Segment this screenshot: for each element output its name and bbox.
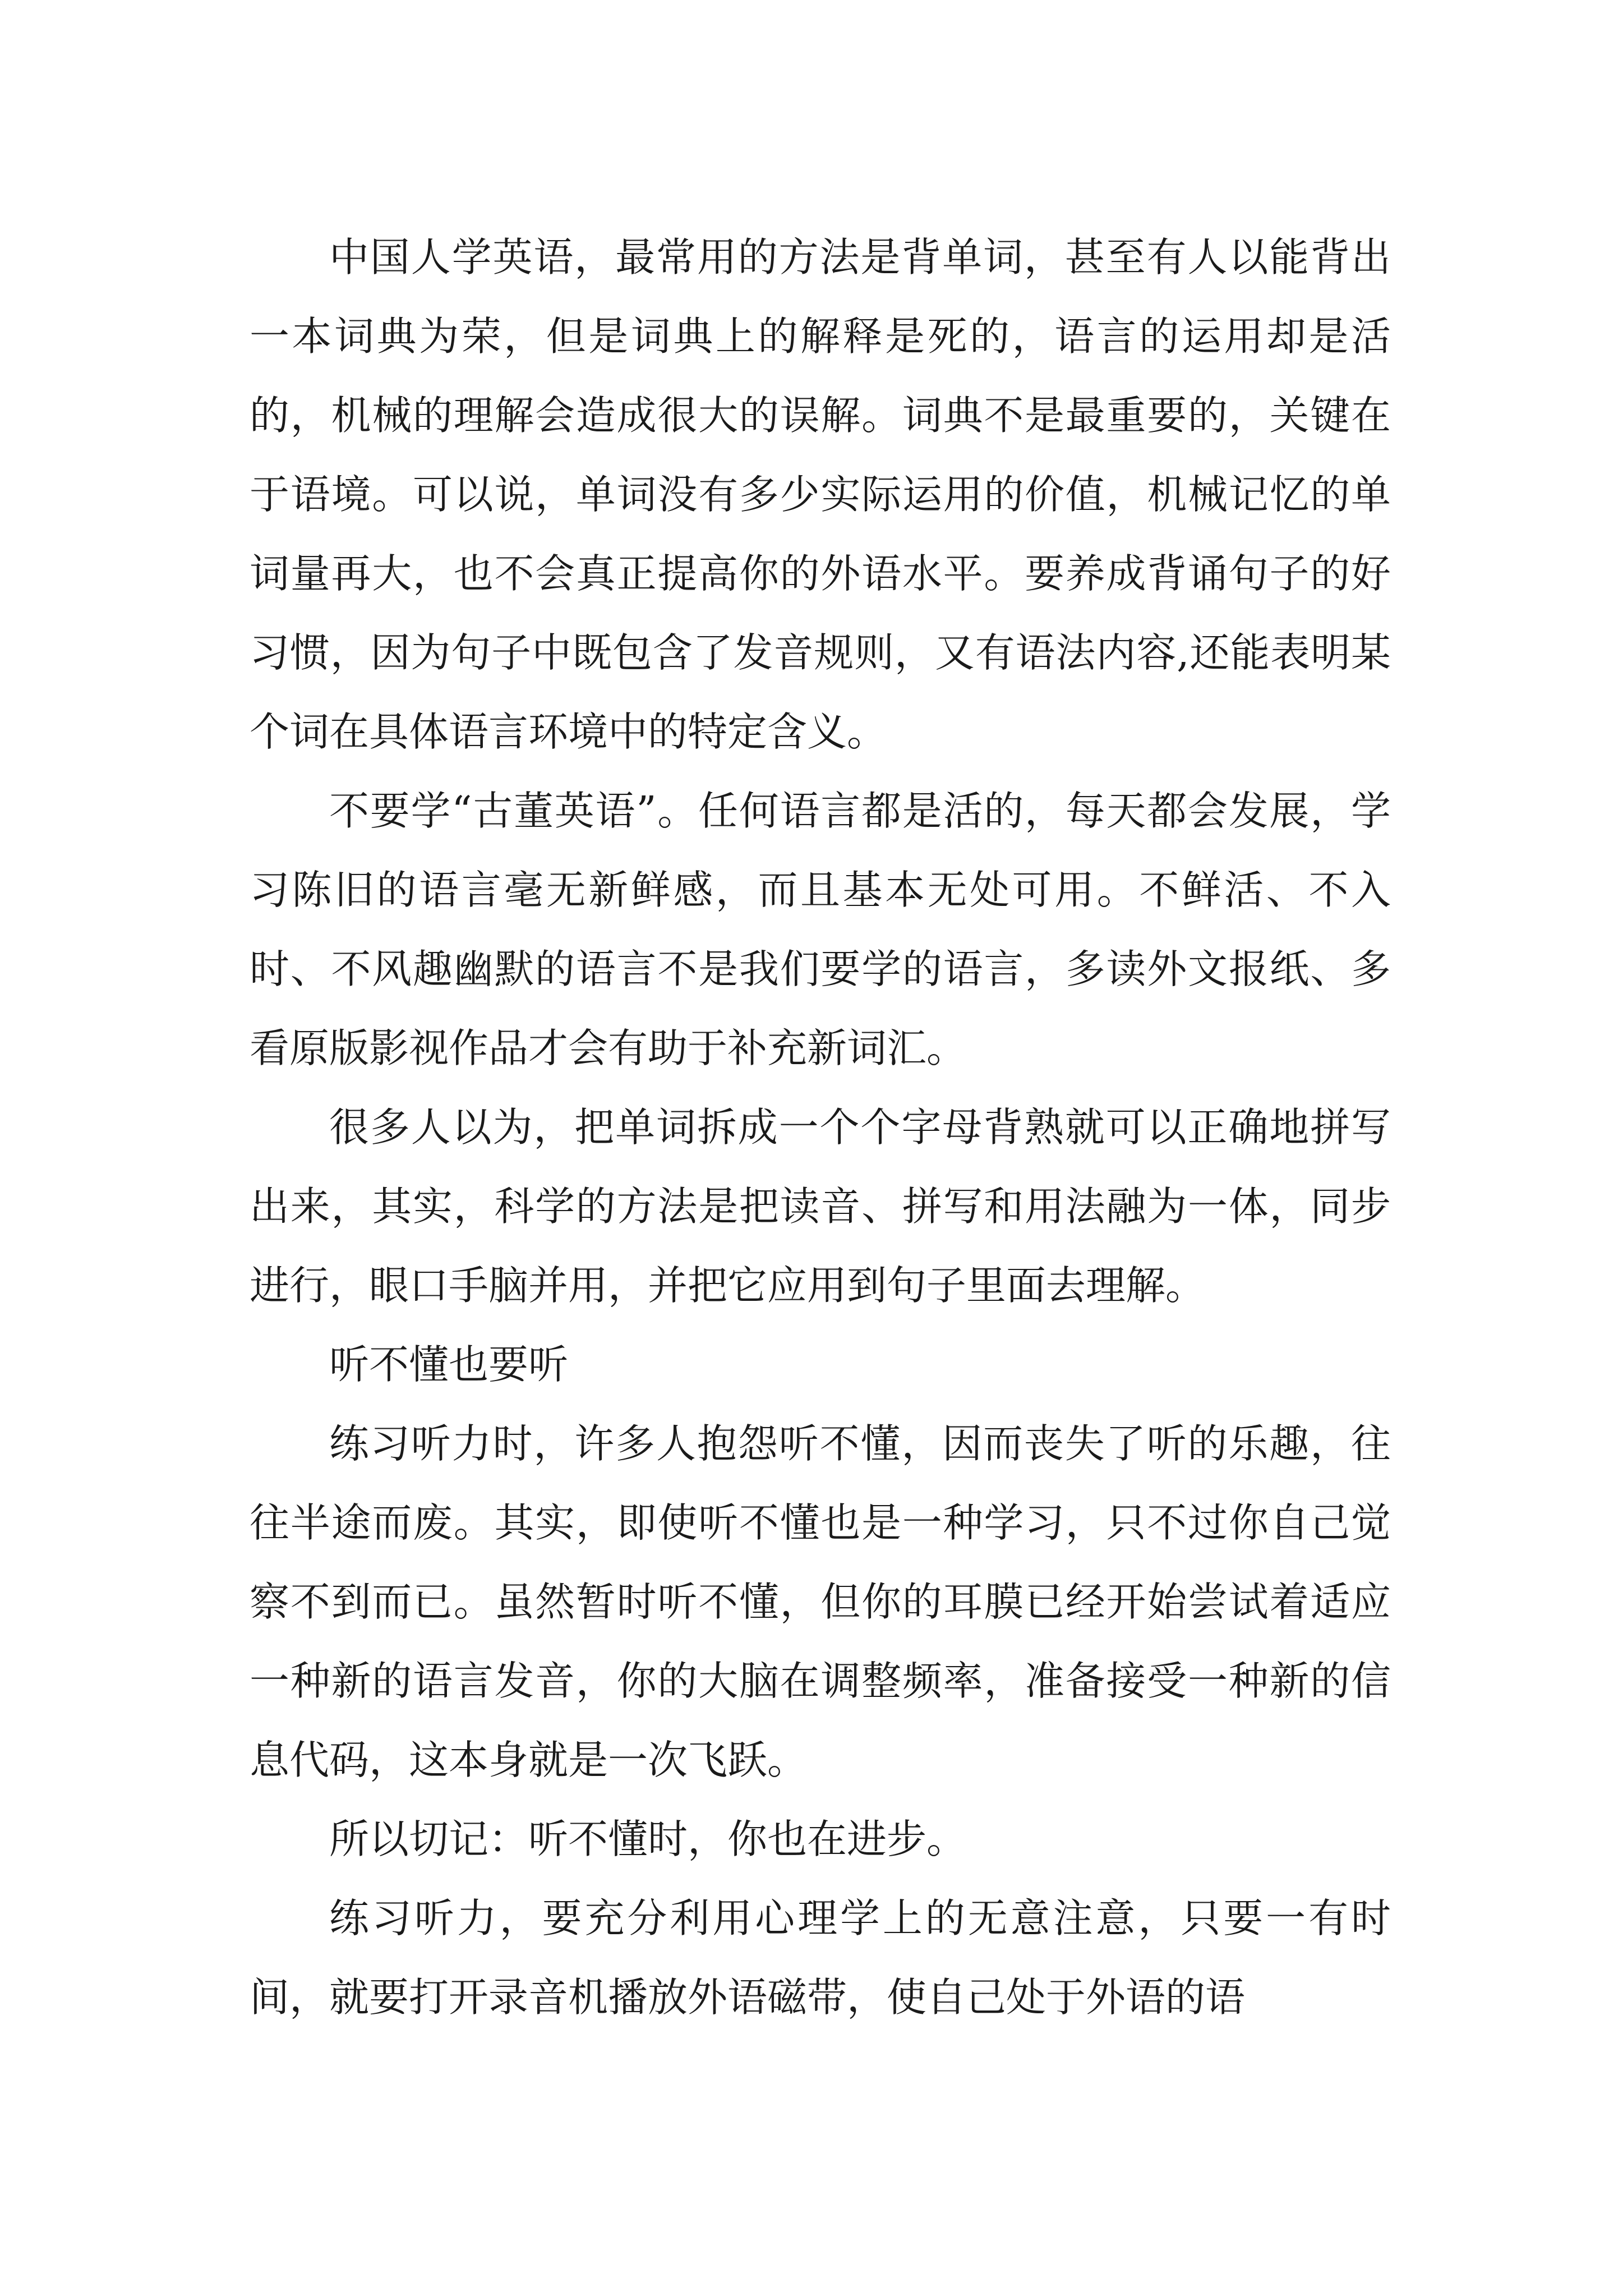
paragraph-unintentional-attention: 练习听力，要充分利用心理学上的无意注意，只要一有时间，就要打开录音机播放外语磁带，使自己处于外语的语 bbox=[250, 1895, 1391, 2021]
paragraph-spelling: 很多人以为，把单词拆成一个个字母背熟就可以正确地拼写出来，其实，科学的方法是把读音、拼写和用法融为一体，同步进行，眼口手脑并用，并把它应用到句子里面去理解。 bbox=[250, 1104, 1391, 1309]
paragraph-antique-english: 不要学“古董英语”。任何语言都是活的，每天都会发展，学习陈旧的语言毫无新鲜感，而且基本无处可用。不鲜活、不入时、不风趣幽默的语言不是我们要学的语言，多读外文报纸、多看原版影视作品才会有助于补充新词汇。 bbox=[250, 788, 1391, 1071]
paragraph-vocabulary: 中国人学英语，最常用的方法是背单词，甚至有人以能背出一本词典为荣，但是词典上的解释是死的，语言的运用却是活的，机械的理解会造成很大的误解。词典不是最重要的，关键在于语境。可以说，单词没有多少实际运用的价值，机械记忆的单词量再大，也不会真正提高你的外语水平。要养成背诵句子的好习惯，因为句子中既包含了发音规则，又有语法内容,还能表明某个词在具体语言环境中的特定含义。 bbox=[250, 234, 1391, 755]
section-heading-listening: 听不懂也要听 bbox=[329, 1341, 569, 1388]
paragraph-remember: 所以切记：听不懂时，你也在进步。 bbox=[329, 1816, 967, 1862]
document-page bbox=[250, 218, 1391, 2037]
paragraph-listening-practice: 练习听力时，许多人抱怨听不懂，因而丧失了听的乐趣，往往半途而废。其实，即使听不懂也是一种学习，只不过你自己觉察不到而已。虽然暂时听不懂，但你的耳膜已经开始尝试着适应一种新的语言发音，你的大脑在调整频率，准备接受一种新的信息代码，这本身就是一次飞跃。 bbox=[250, 1420, 1391, 1783]
